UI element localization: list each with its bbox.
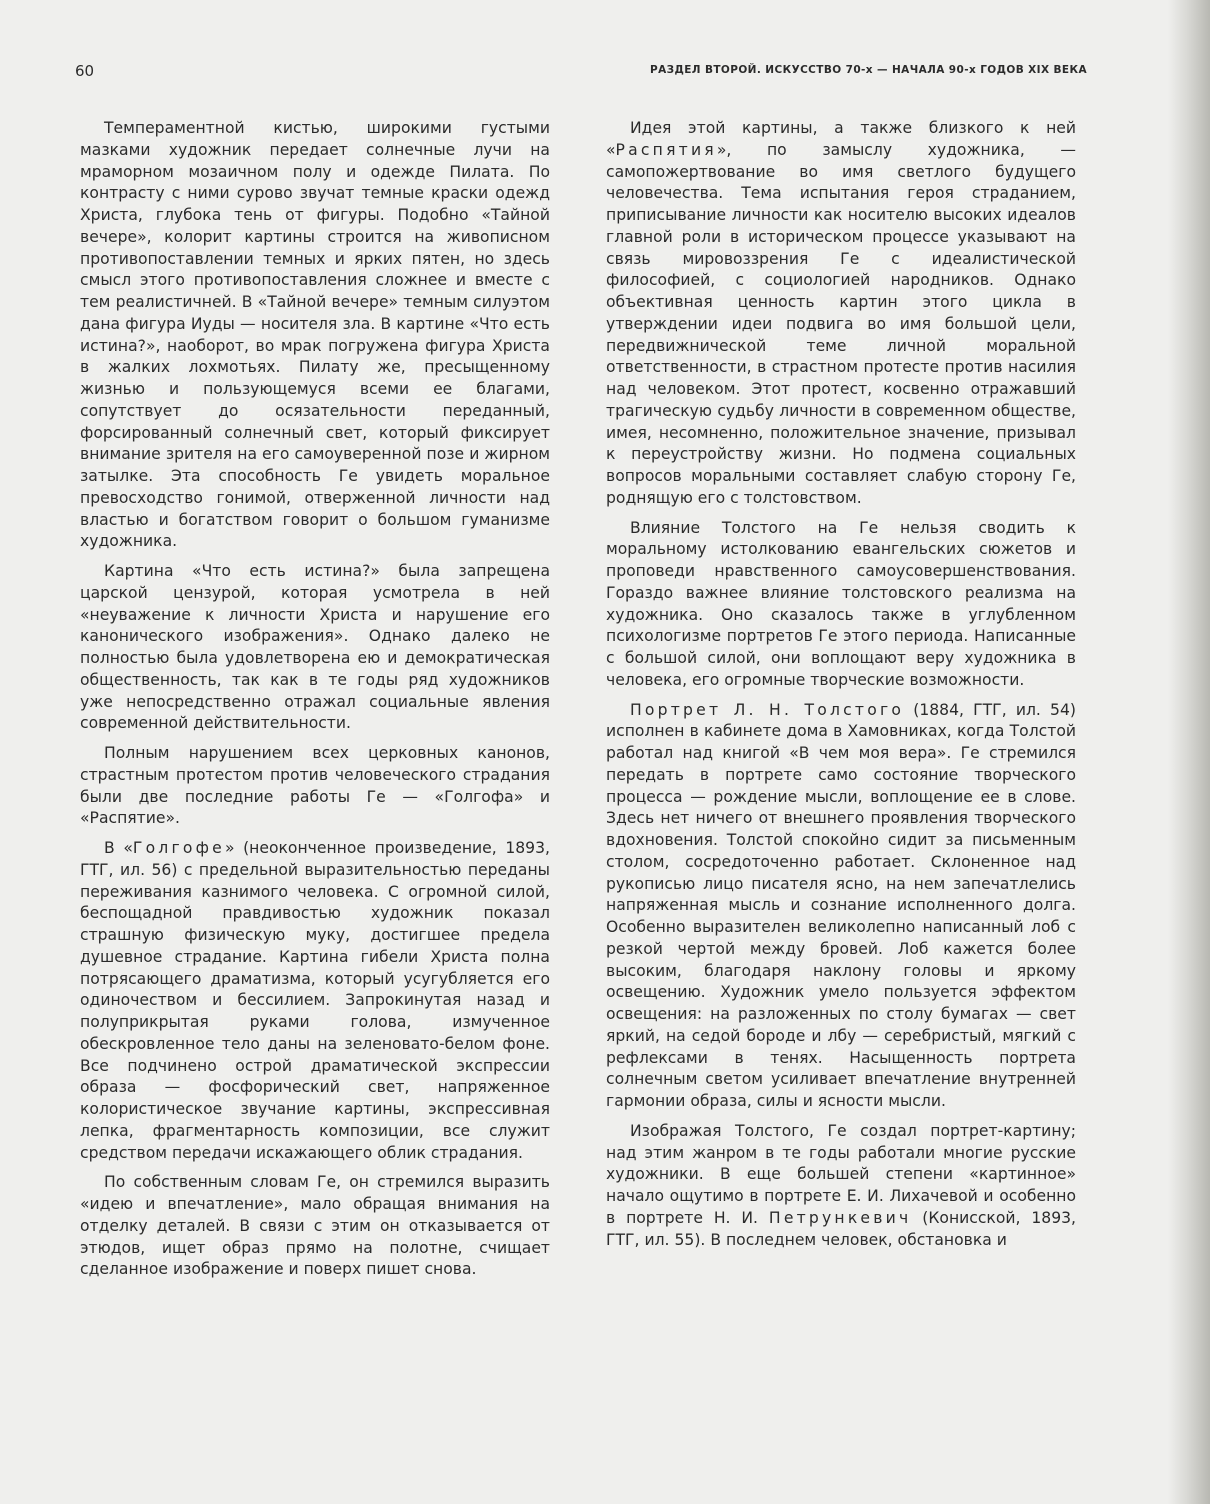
text-run: (1884, ГТГ, ил. 54) исполнен в кабинете дома в Хамовниках, когда Толстой работал над книгой «В чем моя вера». Ге стремился передать в портрете само состояние творческого процесса — рождение мысли, воплощение ее в слове. Здесь нет ничего от внешнего проявления творческого вдохновения. Толстой спокойно сидит за письменным столом, сосредоточенно работает. Склоненное над рукописью лицо писателя ясно, на нем запечатлелись напряженная мысль и сознание исполненного долга. Особенно выразителен великолепно написанный лоб с резкой чертой между бровей. Лоб кажется более высоким, благодаря наклону головы и яркому освещению. Художник умело пользуется эффектом освещения: на разложенных по столу бумагах — свет яркий, на седой бороде и лбу — серебристый, мягкий с рефлексами в тенях. Насыщенность портрета солнечным светом усиливает впечатление внутренней гармонии образа, силы и ясности мысли. [606, 700, 1076, 1110]
text-run: » (неоконченное произведение, 1893, ГТГ, ил. 56) с предельной выразительностью переданы переживания казнимого человека. С огромной силой, беспощадной правдивостью художник показал страшную физическую муку, достигшее предела душевное страдание. Картина гибели Христа полна потрясающего драматизма, который усугубляется его одиночеством и бессилием. Запрокинутая назад и полуприкрытая руками голова, измученное обескровленное тело даны на зеленовато-белом фоне. Все подчинено острой драматической экспрессии образа — фосфорический свет, напряженное колористическое звучание картины, экспрессивная лепка, фрагментарность композиции, все служит средством передачи искажающего облик страдания. [80, 839, 550, 1162]
text-run: Изображая Толстого, Ге создал портрет-картину; над этим жанром в те годы работали многие русские художники. В еще большей степени «картинное» начало ощутимо в портрете Е. И. Лихачевой и особенно в портрете Н. И. [606, 1121, 1076, 1227]
right-column [606, 118, 1076, 1259]
book-spine-shadow [1168, 0, 1210, 1504]
spaced-title: Голгофе [132, 839, 225, 857]
page-header [75, 62, 1087, 84]
page-number: 60 [75, 62, 95, 80]
paragraph [606, 700, 1076, 1113]
paragraph: По собственным словам Ге, он стремился выразить «идею и впечатление», мало обращая внимания на отделку деталей. В связи с этим он отказывается от этюдов, ищет образ прямо на полотне, счищает сделанное изображение и поверх пишет снова. [80, 1173, 550, 1279]
running-head: РАЗДЕЛ ВТОРОЙ. ИСКУССТВО 70-х — НАЧАЛА 90-х ГОДОВ XIX ВЕКА [649, 64, 1087, 76]
text-run: », по замыслу художника, — самопожертвование во имя светлого будущего человечества. Тема испытания героя страданием, приписывание личности как носителю высоких идеалов главной роли в историческом процессе указывают на связь мировоззрения Ге с идеалистической философией, с социологией народников. Однако объективная ценность картин этого цикла в утверждении идеи подвига во имя большой цели, передвижнической теме личной моральной ответственности, в страстном протесте против насилия над человеком. Этот протест, косвенно отражавший трагическую судьбу личности в современном обществе, имея, несомненно, положительное значение, призывал к переустройству жизни. Но подмена социальных вопросов моральными составляет слабую сторону Ге, роднящую его с толстовством. [606, 140, 1076, 507]
spaced-title: Распятия [615, 140, 717, 159]
left-column [80, 118, 550, 1289]
text-run: (Конисской, 1893, ГТГ, ил. 55). В последнем человек, обстановка и [606, 1208, 1076, 1249]
paragraph [606, 1121, 1076, 1252]
paragraph: Темпераментной кистью, широкими густыми мазками художник передает солнечные лучи на мраморном мозаичном полу и одежде Пилата. По контрасту с ними сурово звучат темные краски одежд Христа, глубока тень от фигуры. Подобно «Тайной вечере», колорит картины строится на живописном противопоставлении темных и ярких пятен, но здесь смысл этого противопоставления сложнее и вместе с тем реалистичней. В «Тайной вечере» темным силуэтом дана фигура Иуды — носителя зла. В картине «Что есть истина?», наоборот, во мрак погружена фигура Христа в жалких лохмотьях. Пилату же, пресыщенному жизнью и пользующемуся всеми ее благами, сопутствует до осязательности переданный, форсированный солнечный свет, который фиксирует внимание зрителя на его самоуверенной позе и жирном затылке. Эта способность Ге увидеть моральное превосходство гонимой, отверженной личности над властью и богатством говорит о большом гуманизме художника. [80, 119, 550, 551]
text-run: В « [104, 839, 133, 857]
paragraph: Картина «Что есть истина?» была запрещена царской цензурой, которая усмотрела в ней «неуважение к личности Христа и нарушение его канонического изображения». Однако далеко не полностью была удовлетворена ею и демократическая общественность, так как в те годы ряд художников уже непосредственно отражал социальные явления современной действительности. [80, 562, 550, 733]
paragraph: Влияние Толстого на Ге нельзя сводить к моральному истолкованию евангельских сюжетов и проповеди нравственного самоусовершенствования. Гораздо важнее влияние толстовского реализма на художника. Оно сказалось также в углубленном психологизме портретов Ге этого периода. Написанные с большой силой, они воплощают веру художника в человека, его огромные творческие возможности. [606, 518, 1076, 689]
paragraph [606, 118, 1076, 510]
spaced-title: Петрункевич [768, 1208, 912, 1227]
spaced-title: Портрет Л. Н. Толстого [630, 700, 905, 719]
paragraph [80, 838, 550, 1164]
paragraph: Полным нарушением всех церковных канонов, страстным протестом против человеческого страдания были две последние работы Ге — «Голгофа» и «Распятие». [80, 744, 550, 828]
text-run: Идея этой картины, а также близкого к ней « [606, 119, 1076, 159]
